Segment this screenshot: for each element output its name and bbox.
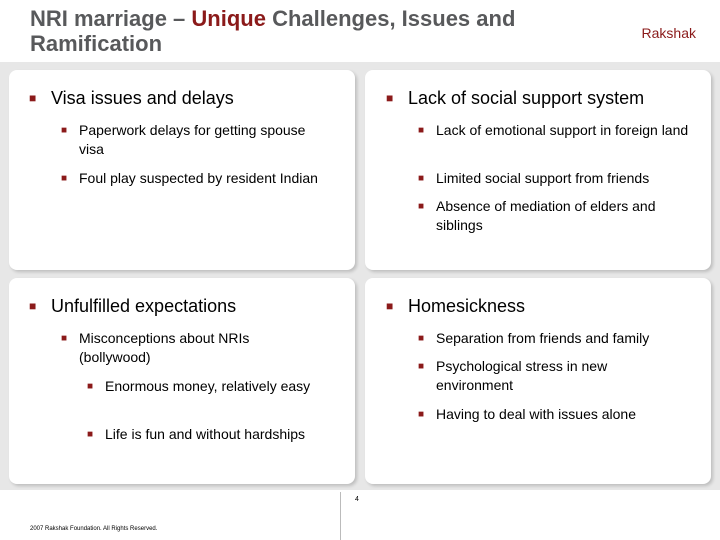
- square-bullet-icon: ■: [418, 201, 425, 212]
- square-bullet-icon: ■: [87, 381, 94, 392]
- heading-social-support: [386, 88, 645, 108]
- page-number: 4: [355, 496, 359, 503]
- list-item: [61, 121, 319, 159]
- heading-text: Homesickness: [408, 296, 526, 316]
- heading-visa-issues: [29, 88, 234, 108]
- square-bullet-icon: ■: [61, 333, 68, 344]
- list-item: [61, 169, 319, 188]
- list-item: [418, 329, 698, 348]
- heading-text: Unfulfilled expectations: [51, 296, 237, 316]
- square-bullet-icon: ■: [61, 173, 68, 184]
- square-bullet-icon: ■: [418, 361, 425, 372]
- list-item-text: Lack of emotional support in foreign land: [436, 122, 689, 138]
- list-item: [61, 329, 319, 367]
- heading-homesickness: [386, 296, 526, 316]
- square-bullet-icon: ■: [29, 91, 37, 105]
- square-bullet-icon: ■: [418, 173, 425, 184]
- list-item: [418, 169, 698, 188]
- list-item: [418, 121, 698, 140]
- heading-text: Lack of social support system: [408, 88, 645, 108]
- list-subitem: [87, 425, 345, 444]
- footer-divider: [340, 492, 341, 540]
- list-subitem-text: Enormous money, relatively easy: [105, 378, 311, 394]
- list-item-text: Misconceptions about NRIs (bollywood): [79, 330, 250, 365]
- square-bullet-icon: ■: [418, 333, 425, 344]
- list-item-text: Having to deal with issues alone: [436, 406, 637, 422]
- list-item: [418, 357, 676, 395]
- title-highlight: Unique: [191, 6, 266, 31]
- list-item-text: Limited social support from friends: [436, 170, 650, 186]
- list-item-text: Paperwork delays for getting spouse visa: [79, 122, 306, 157]
- square-bullet-icon: ■: [61, 125, 68, 136]
- square-bullet-icon: ■: [418, 409, 425, 420]
- square-bullet-icon: ■: [29, 299, 37, 313]
- heading-unfulfilled-expectations: [29, 296, 237, 316]
- brand-logo-text: Rakshak: [641, 25, 696, 41]
- title-part-1: NRI marriage –: [30, 6, 192, 31]
- list-item-text: Separation from friends and family: [436, 330, 650, 346]
- square-bullet-icon: ■: [386, 299, 394, 313]
- list-item-text: Absence of mediation of elders and siblings: [436, 198, 656, 233]
- list-item: [418, 197, 698, 235]
- copyright-text: 2007 Rakshak Foundation. All Rights Reserved.: [30, 526, 158, 532]
- list-subitem: [87, 377, 325, 396]
- list-item-text: Psychological stress in new environment: [436, 358, 608, 393]
- list-item-text: Foul play suspected by resident Indian: [79, 170, 318, 186]
- page-title: [30, 6, 590, 56]
- square-bullet-icon: ■: [418, 125, 425, 136]
- square-bullet-icon: ■: [386, 91, 394, 105]
- title-part-2: Challenges, Issues and Ramification: [30, 6, 516, 56]
- square-bullet-icon: ■: [87, 429, 94, 440]
- list-subitem-text: Life is fun and without hardships: [105, 426, 306, 442]
- list-item: [418, 405, 698, 424]
- heading-text: Visa issues and delays: [51, 88, 234, 108]
